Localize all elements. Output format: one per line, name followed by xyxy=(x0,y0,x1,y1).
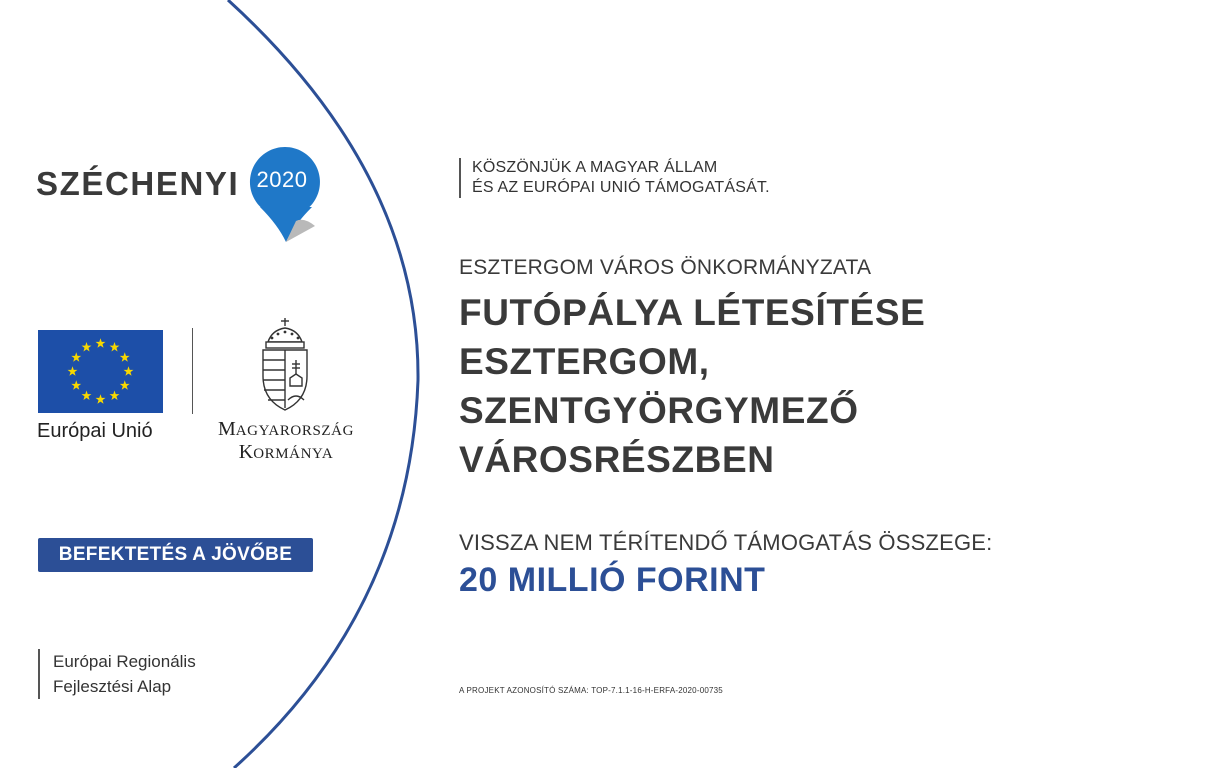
thanks-text xyxy=(459,158,770,198)
thanks-line-2: ÉS AZ EURÓPAI UNIÓ TÁMOGATÁSÁT. xyxy=(472,179,770,196)
project-title-line: SZENTGYÖRGYMEZŐ xyxy=(459,390,859,431)
eu-label: Európai Unió xyxy=(37,420,153,442)
project-title xyxy=(459,288,1059,484)
logo-divider xyxy=(192,328,193,414)
beneficiary-name: ESZTERGOM VÁROS ÖNKORMÁNYZATA xyxy=(459,256,872,279)
eu-flag-icon xyxy=(38,330,163,413)
location-pin-icon xyxy=(242,145,328,245)
hungary-government-label: MAGYARORSZÁG KORMÁNYA xyxy=(217,418,355,463)
szechenyi-2020-logo xyxy=(36,145,326,245)
coat-of-arms-icon xyxy=(258,316,312,414)
fund-line-1: Európai Regionális xyxy=(53,652,196,671)
thanks-line-1: KÖSZÖNJÜK A MAGYAR ÁLLAM xyxy=(472,159,718,176)
support-amount: 20 MILLIÓ FORINT xyxy=(459,561,766,599)
fund-line-2: Fejlesztési Alap xyxy=(53,677,172,696)
project-title-line: VÁROSRÉSZBEN xyxy=(459,439,775,480)
project-title-line: FUTÓPÁLYA LÉTESÍTÉSE xyxy=(459,292,926,333)
project-id: A PROJEKT AZONOSÍTÓ SZÁMA: TOP-7.1.1-16-H-ERFA-2020-00735 xyxy=(459,686,723,695)
year-label: 2020 xyxy=(256,167,308,192)
fund-label xyxy=(38,649,196,699)
investment-badge: BEFEKTETÉS A JÖVŐBE xyxy=(38,538,313,572)
project-title-line: ESZTERGOM, xyxy=(459,341,710,382)
szechenyi-wordmark: SZÉCHENYI xyxy=(36,165,240,202)
support-label: VISSZA NEM TÉRÍTENDŐ TÁMOGATÁS ÖSSZEGE: xyxy=(459,530,993,555)
